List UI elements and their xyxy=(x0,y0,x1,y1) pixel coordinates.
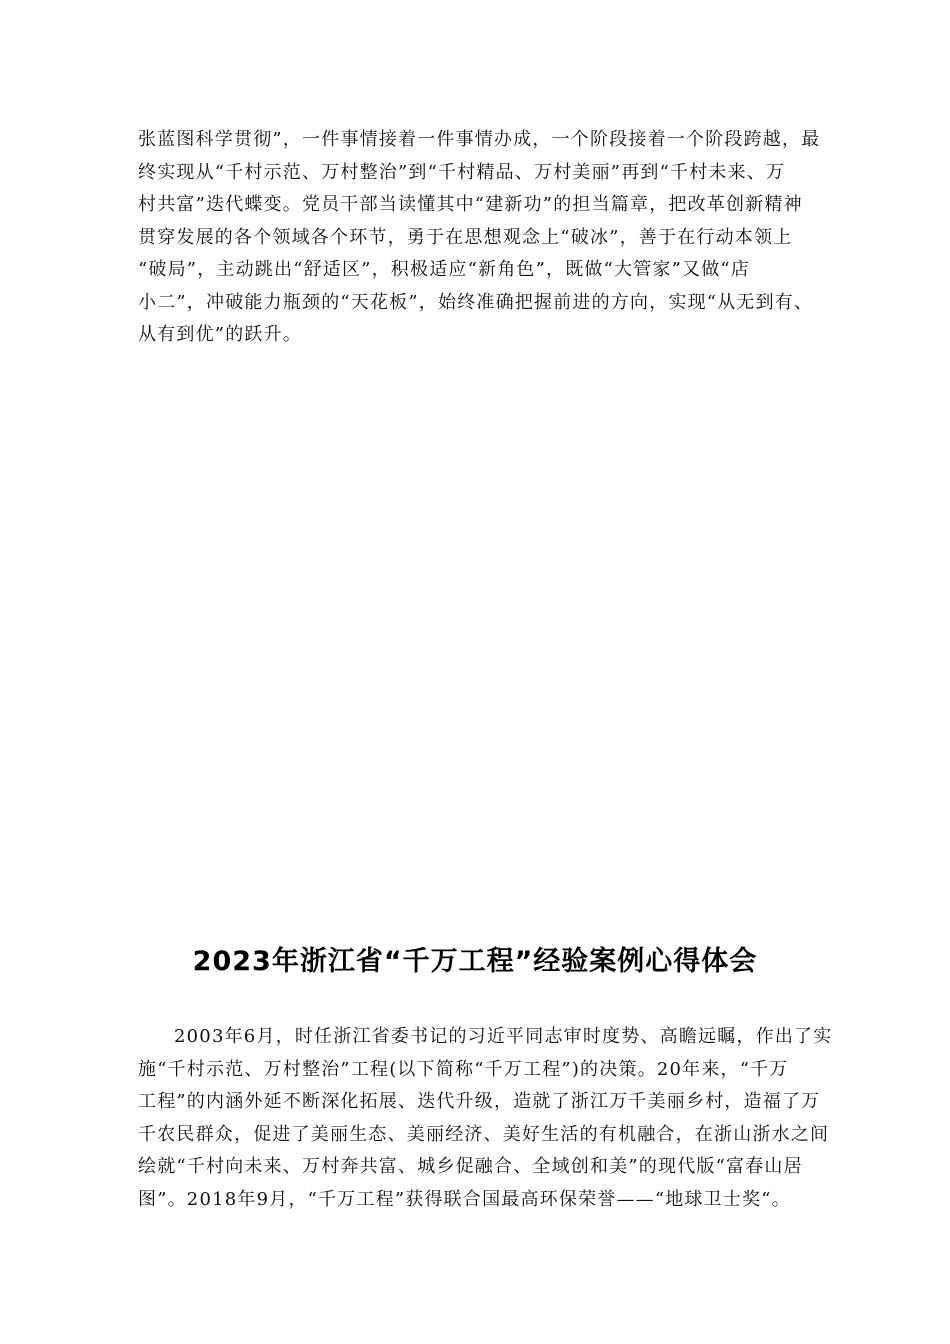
text-line: 千农民群众，促进了美丽生态、美丽经济、美好生活的有机融合，在浙山浙水之间 xyxy=(138,1123,830,1145)
text-line: 从有到优”的跃升。 xyxy=(138,324,303,345)
text-line: 工程”的内涵外延不断深化拓展、迭代升级，造就了浙江万千美丽乡村，造福了万 xyxy=(138,1091,821,1112)
text-line: 终实现从“千村示范、万村整治”到“千村精品、万村美丽”再到“千村未来、万 xyxy=(138,161,786,183)
text-line: 村共富”迭代蝶变。党员干部当读懂其中“建新功”的担当篇章，把改革创新精神 xyxy=(138,194,803,215)
text-line: 小二”，冲破能力瓶颈的“天花板”，始终准确把握前进的方向，实现“从无到有、 xyxy=(138,291,814,313)
text-line: 图”。2018年9月，“千万工程”获得联合国最高环保荣誉——“地球卫士奖“。 xyxy=(138,1188,791,1210)
text-line: “破局”，主动跳出“舒适区”，积极适应“新角色”，既做“大管家”又做“店 xyxy=(138,259,751,280)
article-title: 2023年浙江省“千万工程”经验案例心得体会 xyxy=(192,946,758,977)
text-line-first: 2003年6月，时任浙江省委书记的习近平同志审时度势、高瞻远瞩，作出了实 xyxy=(174,1026,833,1047)
text-line: 绘就“千村向未来、万村奔共富、城乡促融合、全域创和美”的现代版“富春山居 xyxy=(138,1156,803,1177)
text-line: 张蓝图科学贯彻”，一件事情接着一件事情办成，一个阶段接着一个阶段跨越，最 xyxy=(138,129,821,150)
text-line: 贯穿发展的各个领域各个环节，勇于在思想观念上“破冰”，善于在行动本领上 xyxy=(138,226,793,248)
text-line: 施“千村示范、万村整治”工程(以下简称“千万工程”)的决策。20年来，“千万 xyxy=(138,1058,789,1080)
body-paragraph-intro xyxy=(138,1021,854,1216)
body-paragraph-continued xyxy=(138,124,854,352)
